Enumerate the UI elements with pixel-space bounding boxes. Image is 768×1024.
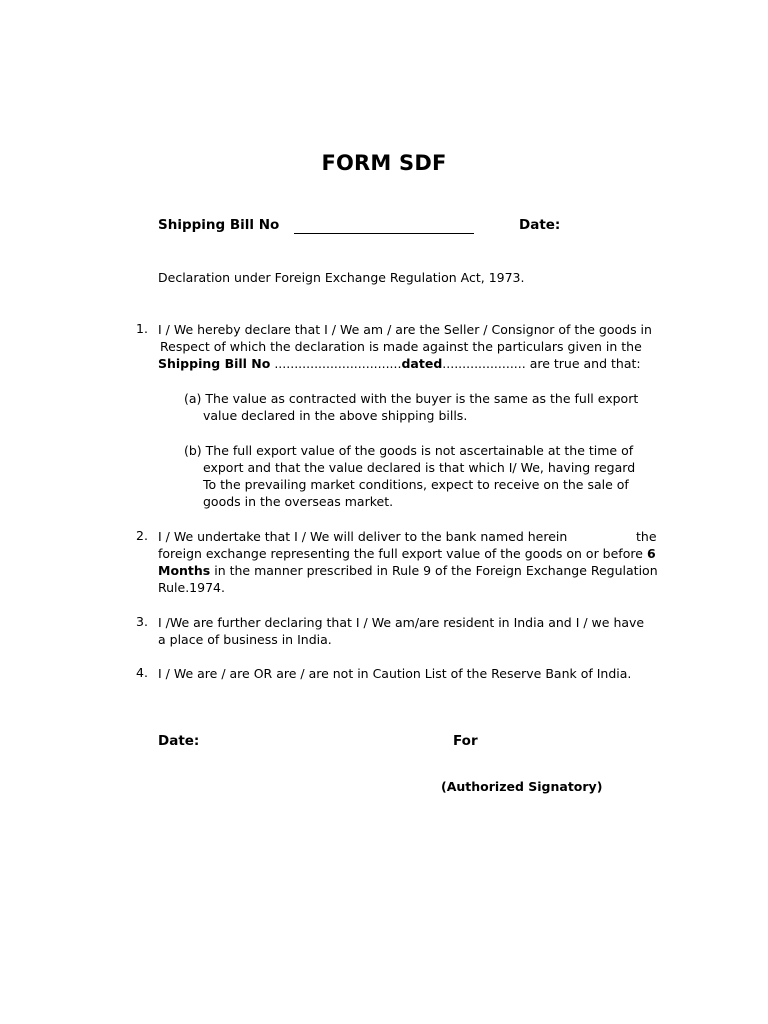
item-2-line-1b: the (636, 529, 657, 544)
sub-a-line-1: (a) The value as contracted with the buyer is the same as the full export (184, 391, 639, 406)
item-2-line-3-rest: in the manner prescribed in Rule 9 of the Foreign Exchange Regulation (210, 563, 658, 578)
sub-b-line-4: goods in the overseas market. (203, 494, 394, 509)
item-3-line-1: I /We are further declaring that I / We am/are resident in India and I / we have (158, 615, 645, 630)
footer-for-label: For (453, 733, 478, 749)
dots-2: ..................... are true and that: (442, 356, 641, 371)
declaration-heading: Declaration under Foreign Exchange Regulation Act, 1973. (158, 270, 525, 285)
item-number-4: 4. (136, 665, 148, 680)
date-label: Date: (519, 217, 561, 233)
item-number-3: 3. (136, 614, 148, 629)
shipping-bill-label: Shipping Bill No (158, 217, 280, 233)
item-1-line-2: Respect of which the declaration is made against the particulars given in the (160, 339, 642, 354)
item-2-line-4: Rule.1974. (158, 580, 225, 595)
sub-a-line-2: value declared in the above shipping bills. (203, 408, 468, 423)
item-2-line-1a: I / We undertake that I / We will deliver to the bank named herein (158, 529, 568, 544)
sub-b-line-3: To the prevailing market conditions, expect to receive on the sale of (203, 477, 629, 492)
shipping-bill-ref: Shipping Bill No (158, 356, 271, 371)
item-4-line-1: I / We are / are OR are / are not in Caution List of the Reserve Bank of India. (158, 666, 632, 681)
sub-b-line-2: export and that the value declared is that which I/ We, having regard (203, 460, 636, 475)
item-2-line-3 (158, 562, 658, 580)
item-number-1: 1. (136, 321, 148, 336)
item-3-line-2: a place of business in India. (158, 632, 332, 647)
sub-b-line-1: (b) The full export value of the goods is not ascertainable at the time of (184, 443, 634, 458)
item-1-line-3 (158, 355, 641, 373)
shipping-bill-blank-line (294, 217, 474, 234)
item-number-2: 2. (136, 528, 148, 543)
dated-label: dated (401, 356, 443, 371)
item-2-line-2a: foreign exchange representing the full export value of the goods on or before (158, 546, 643, 561)
months-label: Months (158, 563, 211, 578)
authorized-signatory: (Authorized Signatory) (441, 779, 603, 794)
form-title: FORM SDF (321, 151, 447, 175)
item-1-line-1: I / We hereby declare that I / We am / are the Seller / Consignor of the goods in (158, 322, 652, 337)
footer-date-label: Date: (158, 733, 200, 749)
dots-1: ................................ (270, 356, 402, 371)
item-2-six (647, 545, 656, 563)
six-value: 6 (647, 546, 656, 561)
